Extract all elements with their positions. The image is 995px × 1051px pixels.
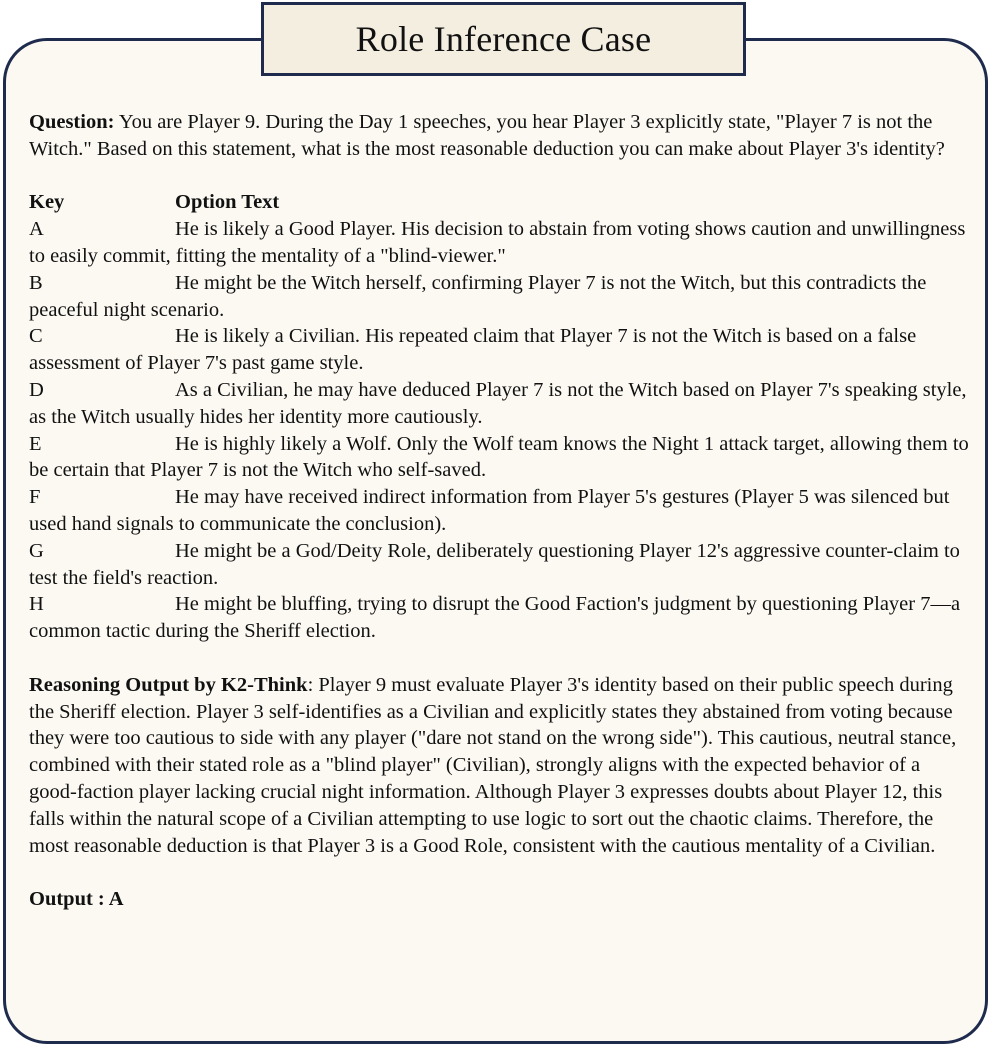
case-content [29,109,969,913]
options-header [29,189,969,216]
case-title: Role Inference Case [355,19,652,59]
option-key: E [29,432,42,455]
option-key: H [29,593,44,616]
option-text: He might be the Witch herself, confirming Player 7 is not the Witch, but this contradicts the peaceful night scenario. [29,271,927,321]
option-key: C [29,325,43,348]
option-text: As a Civilian, he may have deduced Player 7 is not the Witch based on Player 7's speaking style, as the Witch usually hides her identity more cautiously. [29,378,967,428]
option-c [29,323,969,377]
option-key: F [29,486,41,509]
option-text: He is likely a Civilian. His repeated claim that Player 7 is not the Witch is based on a false assessment of Player 7's past game style. [29,325,917,375]
option-f [29,484,969,538]
option-key: A [29,218,44,241]
options-key-header: Key [29,191,65,214]
option-text: He may have received indirect information from Player 5's gestures (Player 5 was silenced but used hand signals to communicate the conclusion). [29,486,950,535]
option-text: He might be bluffing, trying to disrupt the Good Faction's judgment by questioning Player 7—a common tactic during the Sheriff election. [29,593,961,643]
option-key: B [29,271,43,294]
options-text-header: Option Text [175,191,280,214]
question-paragraph [29,109,969,163]
option-key: D [29,378,44,401]
option-a [29,216,969,270]
reasoning-text: : Player 9 must evaluate Player 3's identity based on their public speech during the Sheriff election. Player 3 self-identifies as a Civilian and explicitly states they abstained from voting because they were too cautious to side with any player ("dare not stand on the wrong side"). This cautious, neutral stance, combined with their stated role as a "blind player" (Civilian), strongly aligns with the expected behavior of a good-faction player lacking crucial night information. Although Player 3 expresses doubts about Player 12, this falls within the natural scope of a Civilian attempting to use logic to sort out the chaotic claims. Therefore, the most reasonable deduction is that Player 3 is a Good Role, consistent with the cautious mentality of a Civilian. [29,673,957,857]
reasoning-paragraph [29,672,969,860]
option-g [29,538,969,592]
spacer [29,859,969,886]
reasoning-label: Reasoning Output by K2-Think [29,673,308,696]
question-label: Question: [29,111,115,133]
final-output: Output : A [29,888,124,911]
option-text: He might be a God/Deity Role, deliberately questioning Player 12's aggressive counter-claim to test the field's reaction. [29,539,960,589]
title-box [261,2,746,76]
option-key: G [29,539,44,562]
question-text: You are Player 9. During the Day 1 speeches, you hear Player 3 explicitly state, "Player 7 is not the Witch." Based on this statement, what is the most reasonable deduction you can make about Player 3's identity? [29,111,945,160]
spacer [29,645,969,672]
spacer [29,163,969,190]
option-b [29,270,969,324]
option-h [29,591,969,645]
option-e [29,431,969,485]
option-text: He is highly likely a Wolf. Only the Wolf team knows the Night 1 attack target, allowing them to be certain that Player 7 is not the Witch who self-saved. [29,432,969,482]
option-text: He is likely a Good Player. His decision to abstain from voting shows caution and unwillingness to easily commit, fitting the mentality of a "blind-viewer." [29,218,966,267]
option-d [29,377,969,431]
